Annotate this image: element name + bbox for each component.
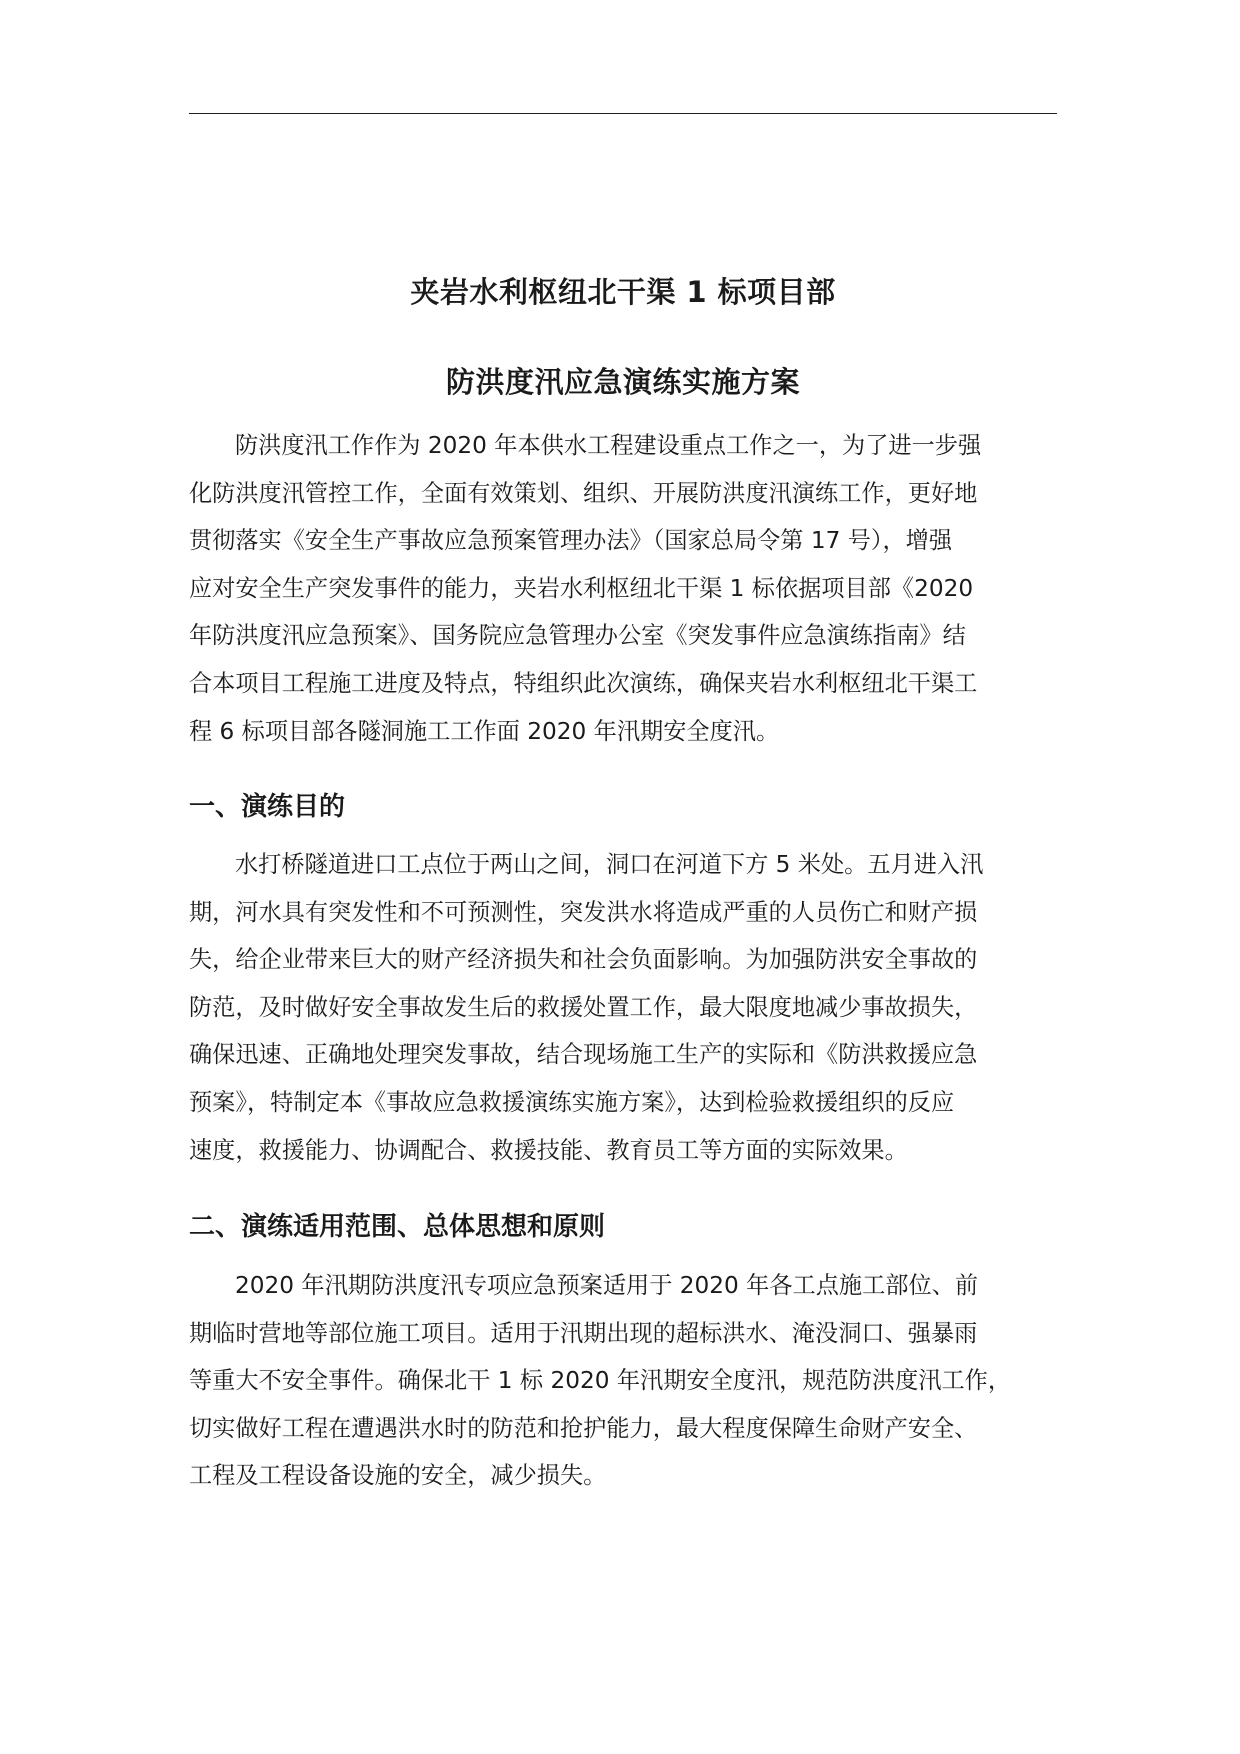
header-rule [189,113,1057,114]
paragraph-line: 2020 年汛期防洪度汛专项应急预案适用于 2020 年各工点施工部位、前 [235,1272,979,1299]
purpose-paragraph [189,841,1057,1174]
section-heading-purpose: 一、演练目的 [189,792,346,822]
section-heading-scope: 二、演练适用范围、总体思想和原则 [189,1212,606,1242]
paragraph-line: 期临时营地等部位施工项目。适用于汛期出现的超标洪水、淹没洞口、强暴雨 [189,1319,978,1347]
paragraph-line: 贯彻落实《安全生产事故应急预案管理办法》（国家总局令第 17 号），增强 [189,527,953,555]
paragraph-line: 水打桥隧道进口工点位于两山之间，洞口在河道下方 5 米处。五月进入汛 [235,851,984,878]
paragraph-line: 化防洪度汛管控工作，全面有效策划、组织、开展防洪度汛演练工作，更好地 [189,479,978,507]
paragraph-line: 防范，及时做好安全事故发生后的救援处置工作，最大限度地减少事故损失， [189,993,978,1021]
paragraph-line: 期，河水具有突发性和不可预测性，突发洪水将造成严重的人员伤亡和财产损 [189,898,978,926]
paragraph-line: 防洪度汛工作作为 2020 年本供水工程建设重点工作之一，为了进一步强 [235,432,982,459]
paragraph-line: 工程及工程设备设施的安全，减少损失。 [189,1462,607,1490]
paragraph-line: 速度，救援能力、协调配合、救援技能、教育员工等方面的实际效果。 [189,1136,908,1164]
paragraph-line: 合本项目工程施工进度及特点，特组织此次演练，确保夹岩水利枢纽北干渠工 [189,669,978,697]
paragraph-line: 确保迅速、正确地处理突发事故，结合现场施工生产的实际和《防洪救援应急 [189,1041,978,1069]
paragraph-line: 应对安全生产突发事件的能力，夹岩水利枢纽北干渠 1 标依据项目部《2020 [189,574,974,602]
paragraph-line: 失，给企业带来巨大的财产经济损失和社会负面影响。为加强防洪安全事故的 [189,946,978,974]
paragraph-line: 切实做好工程在遭遇洪水时的防范和抢护能力，最大程度保障生命财产安全、 [189,1414,978,1442]
intro-paragraph [189,422,1057,755]
paragraph-line: 年防洪度汛应急预案》、国务院应急管理办公室《突发事件应急演练指南》结 [189,622,966,650]
document-subtitle: 防洪度汛应急演练实施方案 [445,365,800,399]
paragraph-line: 程 6 标项目部各隧洞施工工作面 2020 年汛期安全度汛。 [189,717,780,745]
document-title: 夹岩水利枢纽北干渠 1 标项目部 [410,275,836,309]
paragraph-line: 等重大不安全事件。确保北干 1 标 2020 年汛期安全度汛，规范防洪度汛工作， [189,1367,1012,1395]
paragraph-line: 预案》，特制定本《事故应急救援演练实施方案》，达到检验救援组织的反应 [189,1088,955,1116]
scope-paragraph [189,1262,1057,1500]
